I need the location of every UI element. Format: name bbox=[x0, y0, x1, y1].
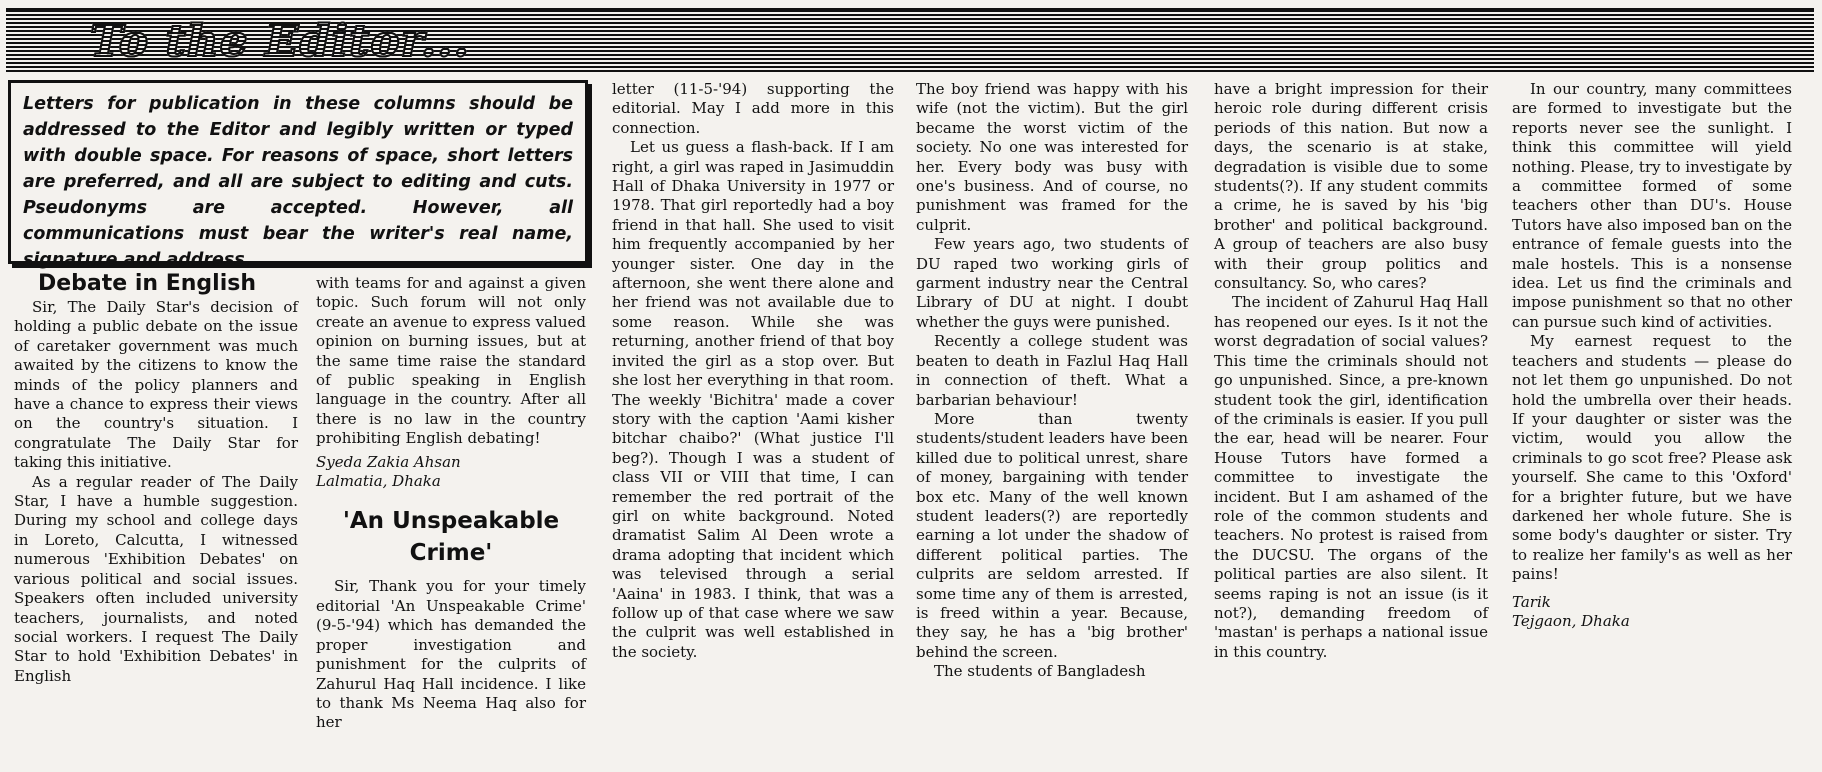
headline-debate-in-english: Debate in English bbox=[38, 271, 257, 296]
column-3 bbox=[612, 80, 894, 662]
section-title: To the Editor... bbox=[90, 16, 470, 67]
letter1-paragraph-3: with teams for and against a given topic. Such forum will not only create an avenue to express valued opinion on burning issues, but at the same time raise the standard of public speaking in English language in the country. After all there is no law in the country prohibiting English debating! bbox=[316, 274, 586, 448]
letter2-paragraph-10: The incident of Zahurul Haq Hall has reopened our eyes. Is it not the worst degradation of social values? This time the criminals should not go unpunished. Since, a pre-known student took the girl, identification of the criminals is easier. If you pull the ear, head will be nearer. Four House Tutors have formed a committee to investigate the incident. But I am ashamed of the role of the common students and teachers. No protest is raised from the DUCSU. The organs of the political parties are also silent. It seems raping is not an issue (is it not?), demanding freedom of 'mastan' is perhaps a national issue in this country. bbox=[1214, 293, 1488, 661]
letter2-paragraph-11: In our country, many committees are formed to investigate but the reports never see the sunlight. I think this committee will yield nothing. Please, try to investigate by a committee formed of some teachers other than DU's. House Tutors have also imposed ban on the entrance of female guests into the male hostels. This is a nonsense idea. Let us find the criminals and impose punishment so that no other can pursue such kind of activities. bbox=[1512, 80, 1792, 331]
letter2-paragraph-12: My earnest request to the teachers and students — please do not let them go unpunished. Do not hold the umbrella over their heads. If your daughter or sister was the victim, would you allow the criminals to go scot free? Please ask yourself. She came to this 'Oxford' for a brighter future, but we have darkened her whole future. She is some body's daughter or sister. Try to realize her family's as well as her pains! bbox=[1512, 332, 1792, 584]
letter1-paragraph-1: Sir, The Daily Star's decision of holding a public debate on the issue of caretaker government was much awaited by the citizens to know the minds of the policy planners and have a chance to express their views on the country's situation. I congratulate The Daily Star for taking this initiative. bbox=[14, 298, 298, 472]
letter1-signature: Syeda Zakia Ahsan bbox=[316, 452, 461, 471]
headline-unspeakable-crime bbox=[316, 505, 586, 569]
letter2-paragraph-2: letter (11-5-'94) supporting the editorial. May I add more in this connection. bbox=[612, 80, 894, 137]
letter2-signature: Tarik bbox=[1512, 592, 1551, 611]
headline-unspeakable-crime-text: 'An Unspeakable Crime' bbox=[342, 508, 560, 567]
letter2-paragraph-8: The students of Bangladesh bbox=[934, 662, 1146, 681]
letter2-paragraph-5: Few years ago, two students of DU raped two working girls of garment industry near the Central Library of DU at night. I doubt whether the guys were punished. bbox=[916, 235, 1188, 331]
column-5 bbox=[1214, 80, 1488, 662]
letter2-paragraph-1: Sir, Thank you for your timely editorial 'An Unspeakable Crime' (9-5-'94) which has demanded the proper investigation and punishment for the culprits of Zahurul Haq Hall incidence. I like to thank Ms Neema Haq also for her bbox=[316, 577, 586, 732]
letter2-paragraph-7: More than twenty students/student leaders have been killed due to political unrest, share of money, bargaining with tender box etc. Many of the well known student leaders(?) are reportedly earning a lot under the shadow of different political parties. The culprits are seldom arrested. If some time any of them is arrested, is freed within a year. Because, they say, he has a 'big brother' behind the screen. bbox=[916, 409, 1188, 661]
masthead-banner bbox=[6, 8, 1814, 72]
submission-notice: Letters for publication in these columns should be addressed to the Editor and legibly written or typed with double space. For reasons of space, short letters are preferred, and all are subject to editing and cuts. Pseudonyms are accepted. However, all communications must bear the writer's real name, signature and address. bbox=[8, 80, 588, 264]
letter1-location: Lalmatia, Dhaka bbox=[316, 472, 441, 491]
letter1-paragraph-2: As a regular reader of The Daily Star, I have a humble suggestion. During my school and college days in Loreto, Calcutta, I witnessed numerous 'Exhibition Debates' on various political and social issues. Speakers often included university teachers, journalists, and noted social workers. I request The Daily Star to hold 'Exhibition Debates' in English bbox=[14, 472, 298, 685]
column-1 bbox=[14, 270, 298, 686]
letter2-paragraph-3: Let us guess a flash-back. If I am right, a girl was raped in Jasimuddin Hall of Dhaka University in 1977 or 1978. That girl reportedly had a boy friend in that hall. She used to visit him frequently accompanied by her younger sister. One day in the afternoon, she went there alone and her friend was not available due to some reason. While she was returning, another friend of that boy invited the girl as a stop over. But she lost her everything in that room. The weekly 'Bichitra' made a cover story with the caption 'Aami kisher bitchar chaibo?' (What justice I'll beg?). Though I was a student of class VII or VIII that time, I can remember the red portrait of the girl on white background. Noted dramatist Salim Al Deen wrote a drama adopting that incident which was televised through a serial 'Aaina' in 1983. I think, that was a follow up of that case where we saw the culprit was well established in the society. bbox=[612, 138, 894, 661]
letter2-paragraph-6: Recently a college student was beaten to death in Fazlul Haq Hall in connection of theft. What a barbarian behaviour! bbox=[916, 332, 1188, 409]
letter2-paragraph-4: The boy friend was happy with his wife (not the victim). But the girl became the worst victim of the society. No one was interested for her. Every body was busy with one's business. And of course, no punishment was framed for the culprit. bbox=[916, 80, 1188, 234]
column-6 bbox=[1512, 80, 1792, 631]
column-4 bbox=[916, 80, 1188, 682]
letter2-paragraph-9: have a bright impression for their heroic role during different crisis periods of this nation. But now a days, the scenario is at stake, degradation is visible due to some students(?). If any student commits a crime, he is saved by his 'big brother' and political background. A group of teachers are also busy with their group politics and consultancy. So, who cares? bbox=[1214, 80, 1488, 293]
letter2-location: Tejgaon, Dhaka bbox=[1512, 611, 1630, 630]
column-2 bbox=[316, 274, 586, 733]
